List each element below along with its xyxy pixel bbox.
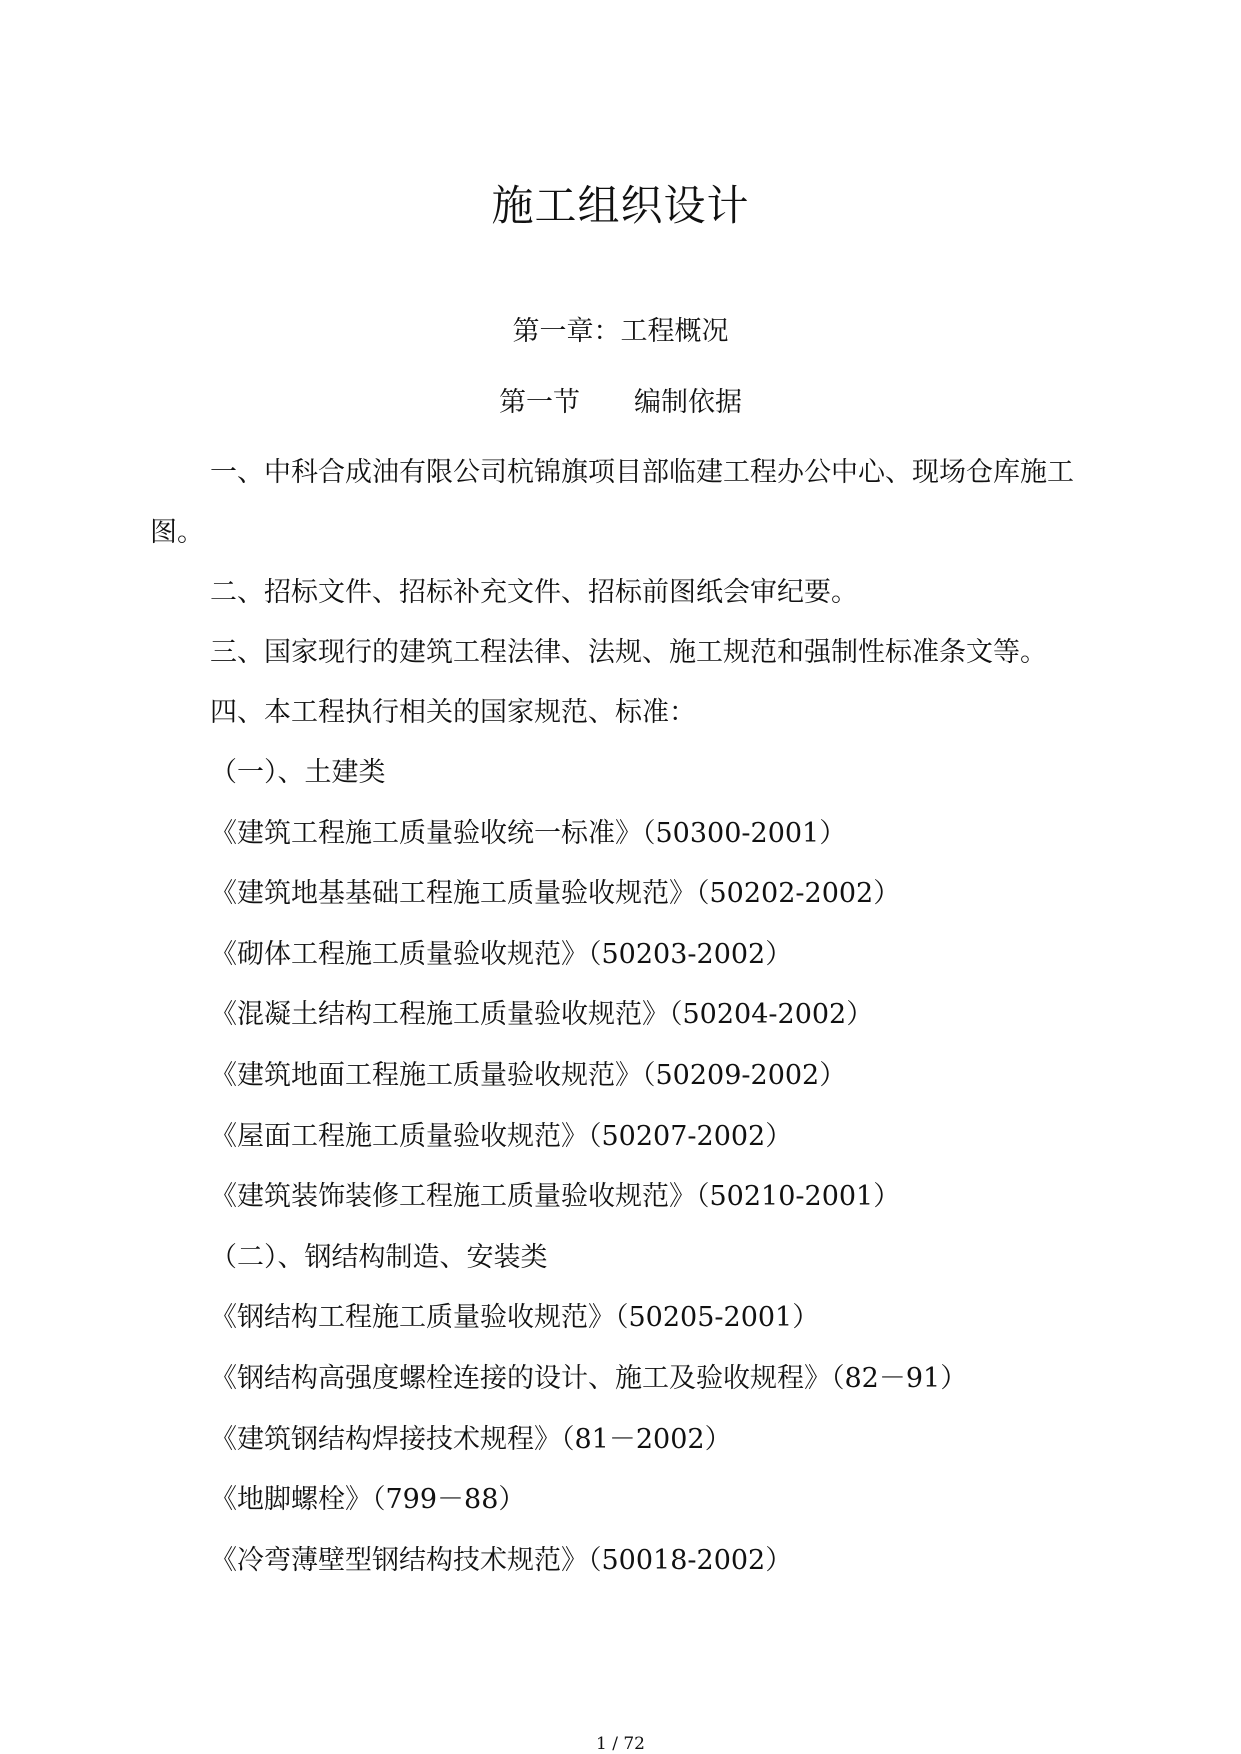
document-title: 施工组织设计 xyxy=(491,181,750,230)
page-number: 1 / 72 xyxy=(596,1734,645,1754)
standard-item: 《钢结构工程施工质量验收规范》（50205-2001） xyxy=(210,1302,820,1334)
standard-item: 《冷弯薄壁型钢结构技术规范》（50018-2002） xyxy=(210,1544,793,1576)
standard-item: 《建筑地基基础工程施工质量验收规范》（50202-2002） xyxy=(210,878,901,910)
basis-paragraph-4: 四、本工程执行相关的国家规范、标准： xyxy=(210,697,696,728)
category-steel-structure: （二）、钢结构制造、安装类 xyxy=(210,1241,548,1273)
basis-paragraph-2: 二、招标文件、招标补充文件、招标前图纸会审纪要。 xyxy=(210,577,858,608)
standard-item: 《建筑工程施工质量验收统一标准》（50300-2001） xyxy=(210,817,847,849)
basis-paragraph-3: 三、国家现行的建筑工程法律、法规、施工规范和强制性标准条文等。 xyxy=(210,637,1047,668)
document-body xyxy=(150,443,1095,1591)
standard-item: 《混凝土结构工程施工质量验收规范》（50204-2002） xyxy=(210,999,874,1031)
standard-item: 《地脚螺栓》（799－88） xyxy=(210,1484,526,1516)
standard-item: 《屋面工程施工质量验收规范》（50207-2002） xyxy=(210,1120,793,1152)
standard-item: 《建筑装饰装修工程施工质量验收规范》（50210-2001） xyxy=(210,1181,901,1213)
standards-list xyxy=(150,743,1095,1591)
standard-item: 《建筑地面工程施工质量验收规范》（50209-2002） xyxy=(210,1059,847,1091)
standard-item: 《建筑钢结构焊接技术规程》（81－2002） xyxy=(210,1423,732,1455)
standard-item: 《钢结构高强度螺栓连接的设计、施工及验收规程》（82－91） xyxy=(210,1362,968,1394)
category-civil: （一）、土建类 xyxy=(210,757,386,788)
chapter-heading: 第一章：工程概况 xyxy=(512,316,729,347)
standard-item: 《砌体工程施工质量验收规范》（50203-2002） xyxy=(210,938,793,970)
basis-paragraph-1: 一、中科合成油有限公司杭锦旗项目部临建工程办公中心、现场仓库施工图。 xyxy=(150,457,1074,548)
section-heading: 第一节 编制依据 xyxy=(499,387,742,418)
